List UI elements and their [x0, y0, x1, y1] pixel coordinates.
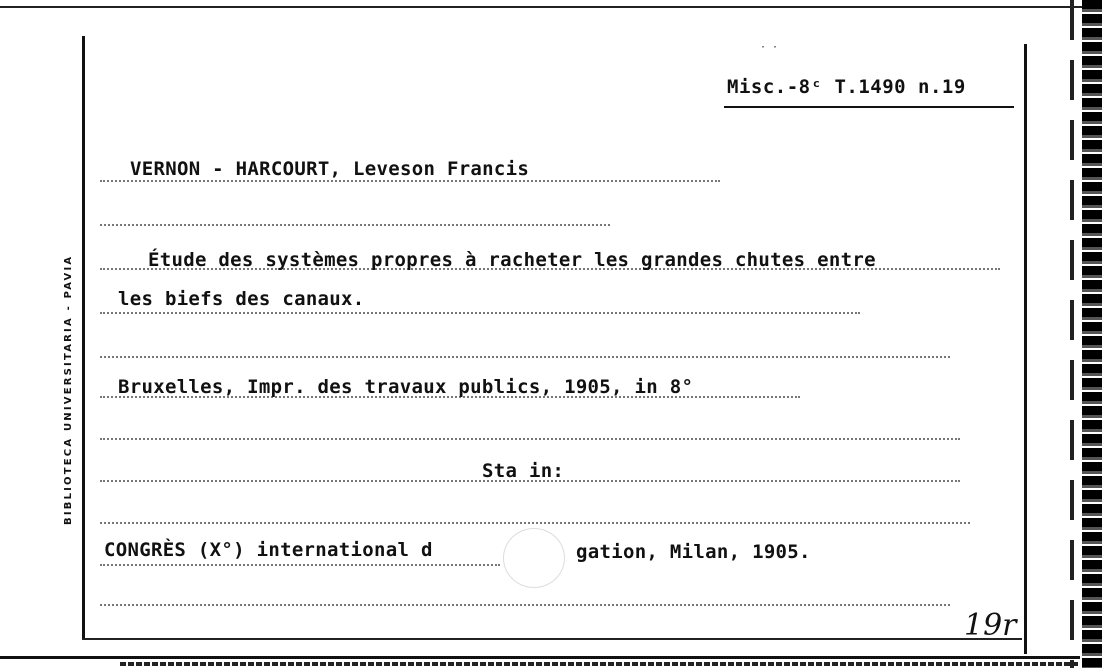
ruled-line: [100, 224, 610, 226]
author-heading: VERNON - HARCOURT, Leveson Francis: [130, 158, 530, 180]
series-line-start: CONGRÈS (X°) international d: [104, 539, 433, 561]
ruled-line: [100, 564, 500, 566]
handwritten-number: 19r: [964, 608, 1017, 643]
shelfmark: Misc.-8ᶜ T.1490 n.19: [727, 76, 966, 98]
ruled-line: [100, 604, 950, 606]
ruled-line: [100, 312, 860, 314]
ruled-line: [100, 180, 720, 182]
title-line-2: les biefs des canaux.: [118, 288, 365, 310]
card-right-edge: [1070, 0, 1074, 668]
imprint-line: Bruxelles, Impr. des travaux publics, 1905, in 8°: [118, 376, 694, 398]
bottom-rule: [82, 638, 1022, 640]
left-margin-rule: [82, 36, 85, 640]
punch-hole: [503, 528, 565, 588]
title-line-1: Étude des systèmes propres à racheter les grandes chutes entre: [148, 249, 876, 271]
card-bottom-edge: [0, 656, 1080, 659]
card-top-edge: [0, 6, 1102, 8]
ruled-line: [100, 522, 970, 524]
series-line-end: gation, Milan, 1905.: [576, 541, 811, 563]
sta-in-label: Sta in:: [482, 460, 565, 482]
right-margin-rule: [1024, 44, 1027, 654]
card-bottom-shadow: [120, 662, 1080, 666]
ruled-line: [100, 438, 960, 440]
library-stamp: BIBLIOTECA UNIVERSITARIA - PAVIA: [63, 254, 74, 525]
scan-right-edge: [1082, 0, 1102, 668]
ruled-line: [100, 356, 950, 358]
speck-mark: · ·: [760, 42, 779, 53]
shelfmark-underline: [724, 106, 1014, 108]
